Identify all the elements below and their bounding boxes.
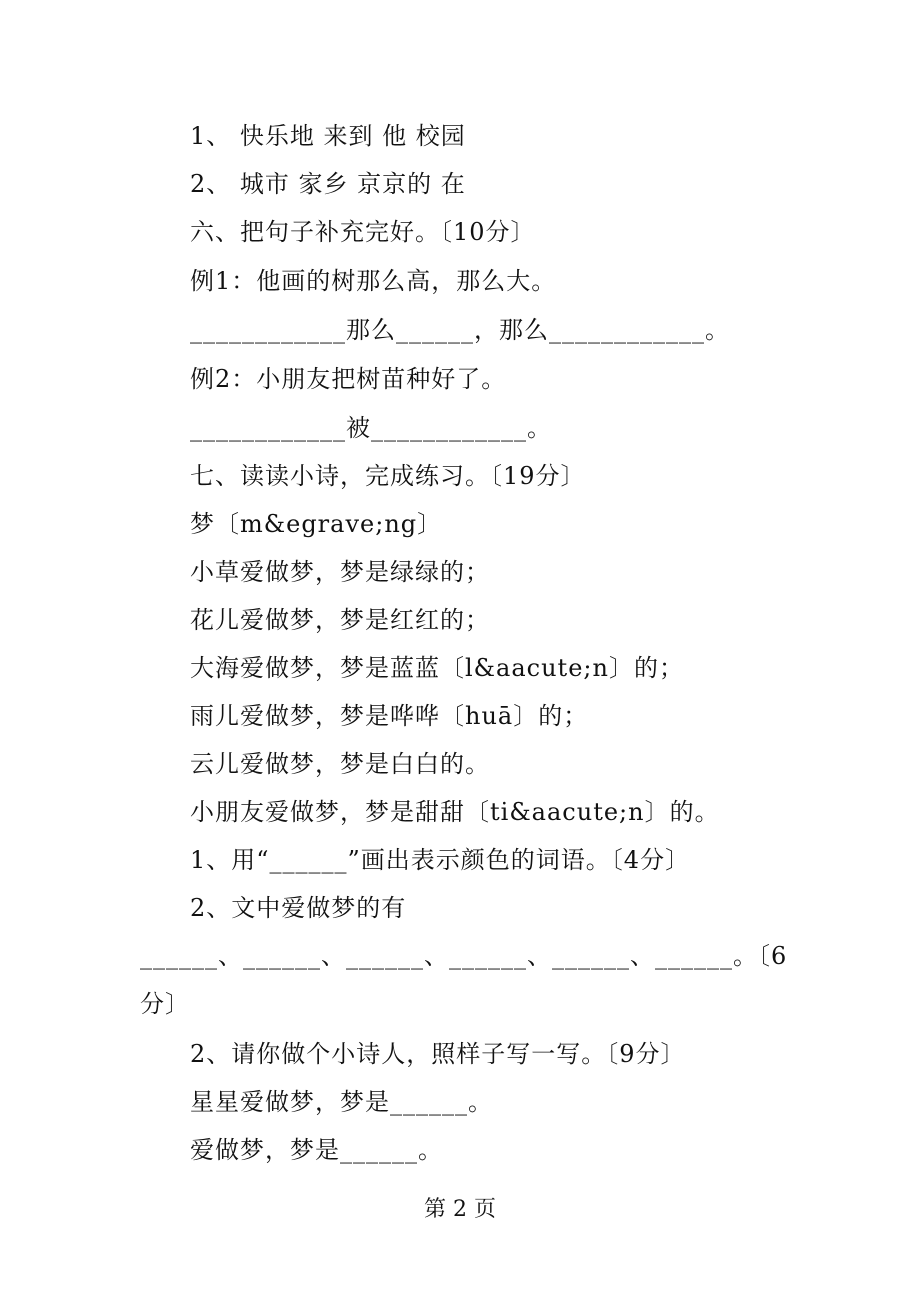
example-1: 例1：他画的树那么高，那么大。 [190, 267, 557, 295]
poem-line-2: 花儿爱做梦，梦是红红的； [190, 606, 490, 634]
example-1-blank: ____________那么______，那么____________。 [190, 316, 730, 344]
poem-line-1: 小草爱做梦，梦是绿绿的； [190, 558, 490, 586]
question-2: 2、文中爱做梦的有 [190, 894, 407, 922]
exercise-5-item-2: 2、 城市 家乡 京京的 在 [190, 170, 466, 198]
example-2-blank: ____________被____________。 [190, 414, 552, 442]
question-3-line-1: 星星爱做梦，梦是______。 [190, 1088, 493, 1116]
section-6-heading: 六、把句子补充完好。〔10分〕 [190, 218, 536, 246]
question-2-score: 分〕 [140, 990, 190, 1018]
example-2: 例2：小朋友把树苗种好了。 [190, 365, 507, 393]
poem-line-6: 小朋友爱做梦，梦是甜甜〔ti&aacute;n〕的。 [190, 798, 720, 826]
question-3-line-2: 爱做梦，梦是______。 [190, 1136, 443, 1164]
section-7-heading: 七、读读小诗，完成练习。〔19分〕 [190, 462, 586, 490]
question-3: 2、请你做个小诗人，照样子写一写。〔9分〕 [190, 1040, 686, 1068]
poem-title: 梦〔m&egrave;ng〕 [190, 510, 443, 538]
poem-line-5: 云儿爱做梦，梦是白白的。 [190, 750, 490, 778]
question-1: 1、用“______”画出表示颜色的词语。〔4分〕 [190, 846, 691, 874]
page-number: 第 2 页 [424, 1197, 496, 1222]
poem-line-3: 大海爱做梦，梦是蓝蓝〔l&aacute;n〕的； [190, 654, 684, 682]
question-2-blanks: ______、______、______、______、______、______。〔6 [140, 942, 788, 970]
poem-line-4: 雨儿爱做梦，梦是哗哗〔huā〕的； [190, 702, 589, 730]
exercise-5-item-1: 1、 快乐地 来到 他 校园 [190, 122, 466, 150]
